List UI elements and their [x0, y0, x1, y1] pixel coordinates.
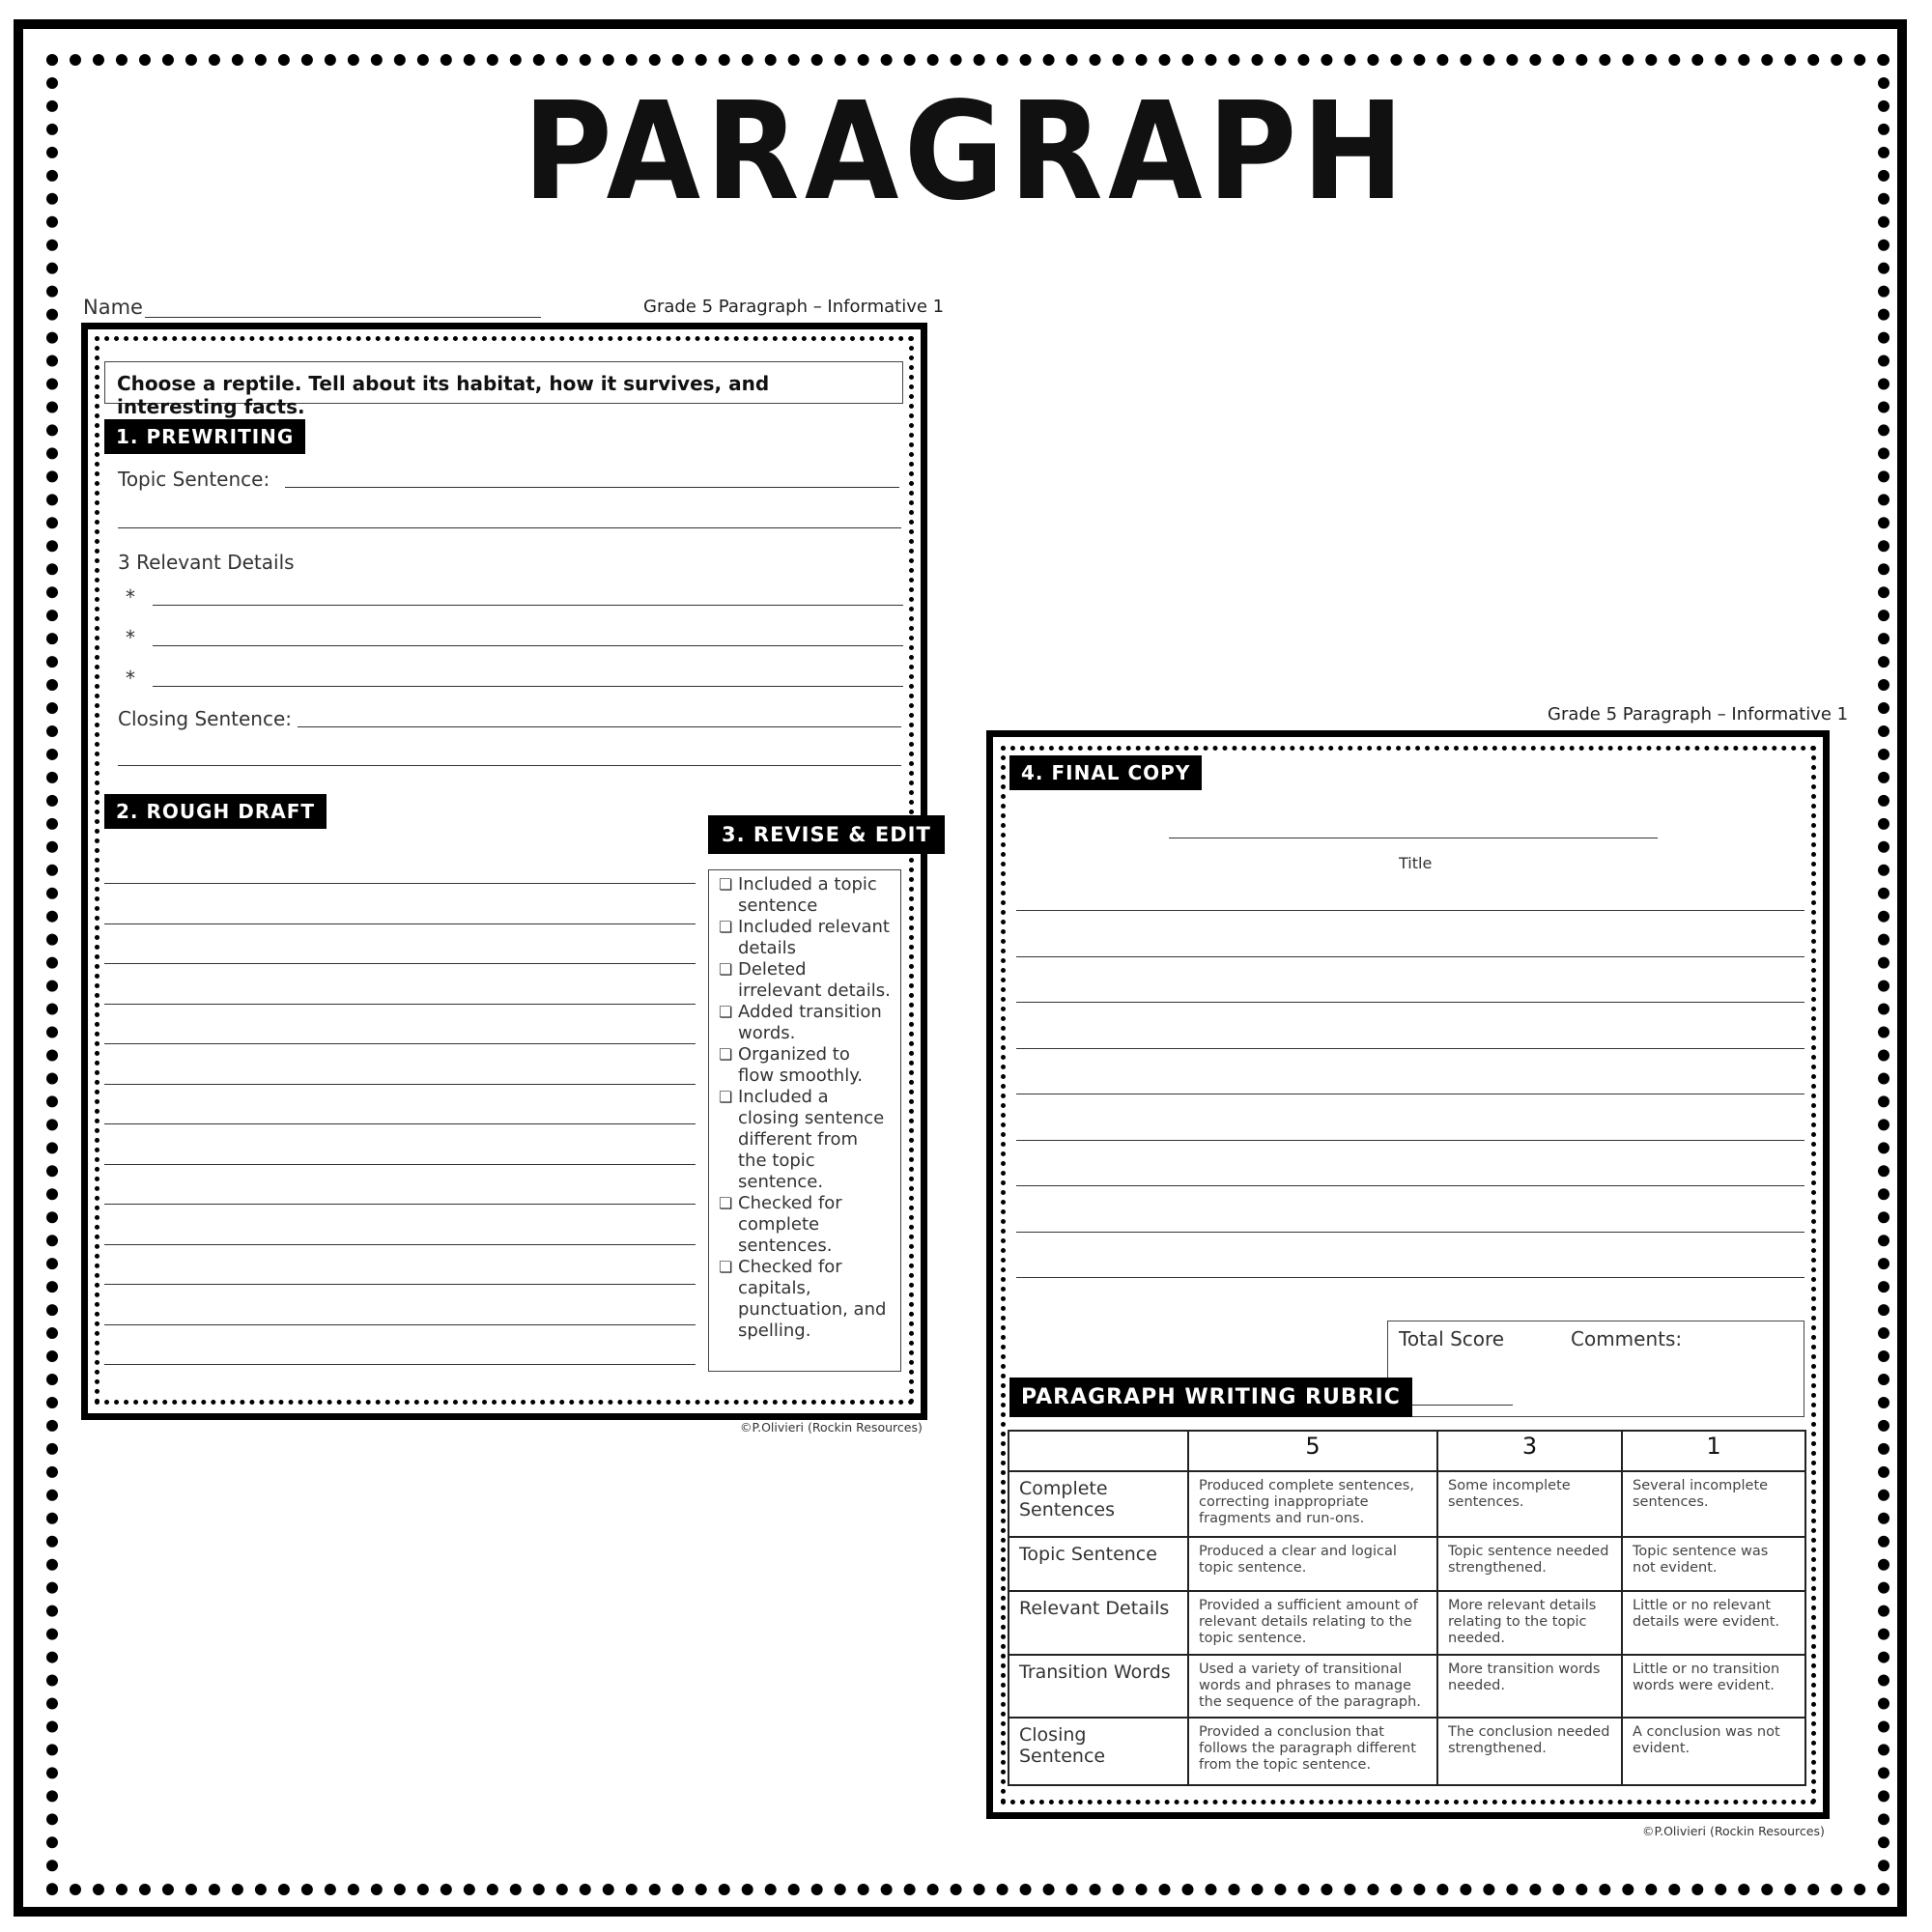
name-line[interactable] [145, 317, 541, 318]
detail-bullet-1: * [126, 585, 135, 609]
final-copy-line[interactable] [1016, 1140, 1804, 1141]
rubric-title: PARAGRAPH WRITING RUBRIC [1009, 1378, 1412, 1417]
rubric-header-3: 3 [1437, 1431, 1622, 1471]
rubric-row [1009, 1537, 1805, 1591]
title-label: Title [1399, 854, 1433, 872]
final-copy-line[interactable] [1016, 1277, 1804, 1278]
revise-edit-checklist [708, 869, 901, 1372]
checkbox-icon[interactable]: ❏ [719, 1045, 733, 1064]
detail-line-3[interactable] [153, 686, 903, 687]
checklist-item[interactable] [719, 1193, 891, 1257]
final-copy-line[interactable] [1016, 1048, 1804, 1049]
rough-draft-line[interactable] [104, 1043, 696, 1044]
grade-label-2: Grade 5 Paragraph – Informative 1 [1548, 704, 1849, 724]
rubric-cell-3: The conclusion needed strengthened. [1437, 1718, 1622, 1785]
rubric-cell-5: Provided a conclusion that follows the paragraph different from the topic sentence. [1188, 1718, 1437, 1785]
checkbox-icon[interactable]: ❏ [719, 1003, 733, 1021]
checklist-item[interactable] [719, 1002, 891, 1044]
relevant-details-label: 3 Relevant Details [118, 551, 295, 574]
rough-draft-line[interactable] [104, 1123, 696, 1124]
rubric-cell-5: Produced a clear and logical topic sentence. [1188, 1537, 1437, 1591]
page-title: PARAGRAPH [523, 73, 1409, 231]
rubric-cell-3: More relevant details relating to the topic needed. [1437, 1591, 1622, 1655]
rubric-cell-3: More transition words needed. [1437, 1655, 1622, 1718]
checklist-item-label: Included relevant details [738, 917, 890, 958]
rubric-row [1009, 1655, 1805, 1718]
topic-sentence-line-2[interactable] [118, 527, 901, 528]
rough-draft-line[interactable] [104, 1324, 696, 1325]
copyright-2: ©P.Olivieri (Rockin Resources) [1642, 1824, 1825, 1838]
rough-draft-line[interactable] [104, 1364, 696, 1365]
final-copy-line[interactable] [1016, 910, 1804, 911]
comments-label: Comments: [1571, 1327, 1683, 1350]
rubric-cell-1: Little or no transition words were evident. [1622, 1655, 1805, 1718]
detail-bullet-2: * [126, 626, 135, 649]
closing-sentence-line-2[interactable] [118, 765, 901, 766]
checklist-item-label: Checked for capitals, punctuation, and spelling. [738, 1257, 887, 1341]
checkbox-icon[interactable]: ❏ [719, 960, 733, 979]
rubric-cell-1: A conclusion was not evident. [1622, 1718, 1805, 1785]
rough-draft-line[interactable] [104, 1084, 696, 1085]
checklist-item[interactable] [719, 1087, 891, 1193]
checklist-item-label: Included a closing sentence different from the topic sentence. [738, 1087, 885, 1192]
grade-label: Grade 5 Paragraph – Informative 1 [643, 297, 945, 317]
rubric-cell-1: Topic sentence was not evident. [1622, 1537, 1805, 1591]
rubric-criterion: Relevant Details [1009, 1591, 1188, 1655]
detail-bullet-3: * [126, 667, 135, 690]
final-copy-label: 4. FINAL COPY [1009, 755, 1202, 790]
rough-draft-line[interactable] [104, 1284, 696, 1285]
rough-draft-line[interactable] [104, 1204, 696, 1205]
final-copy-line[interactable] [1016, 1002, 1804, 1003]
checklist-item-label: Deleted irrelevant details. [738, 959, 891, 1001]
final-copy-line[interactable] [1016, 1232, 1804, 1233]
rubric-cell-5: Provided a sufficient amount of relevant details relating to the topic sentence. [1188, 1591, 1437, 1655]
rough-draft-line[interactable] [104, 883, 696, 884]
writing-prompt: Choose a reptile. Tell about its habitat, how it survives, and interesting facts. [104, 361, 903, 404]
rubric-header-1: 1 [1622, 1431, 1805, 1471]
rough-draft-label: 2. ROUGH DRAFT [104, 794, 327, 829]
checklist-item-label: Checked for complete sentences. [738, 1193, 842, 1256]
rubric-row [1009, 1471, 1805, 1537]
checklist-item[interactable] [719, 959, 891, 1002]
rough-draft-line[interactable] [104, 1004, 696, 1005]
prewriting-label: 1. PREWRITING [104, 419, 305, 454]
rough-draft-line[interactable] [104, 1164, 696, 1165]
total-score-line[interactable] [1399, 1405, 1513, 1406]
rough-draft-line[interactable] [104, 1244, 696, 1245]
rubric-table [1008, 1430, 1806, 1786]
checklist-item-label: Added transition words. [738, 1002, 882, 1043]
rubric-criterion: Topic Sentence [1009, 1537, 1188, 1591]
closing-sentence-line-1[interactable] [298, 726, 901, 727]
checklist-item[interactable] [719, 874, 891, 917]
checkbox-icon[interactable]: ❏ [719, 1088, 733, 1106]
rubric-cell-1: Little or no relevant details were evident. [1622, 1591, 1805, 1655]
checklist-item[interactable] [719, 1044, 891, 1087]
topic-sentence-label: Topic Sentence: [118, 468, 270, 491]
checklist-item[interactable] [719, 917, 891, 959]
checkbox-icon[interactable]: ❏ [719, 918, 733, 936]
revise-edit-label: 3. REVISE & EDIT [708, 815, 945, 854]
checkbox-icon[interactable]: ❏ [719, 875, 733, 894]
rubric-cell-5: Used a variety of transitional words and phrases to manage the sequence of the paragraph. [1188, 1655, 1437, 1718]
checklist-item-label: Organized to flow smoothly. [738, 1044, 864, 1086]
rubric-header-criteria [1009, 1431, 1188, 1471]
rubric-cell-1: Several incomplete sentences. [1622, 1471, 1805, 1537]
rubric-row [1009, 1718, 1805, 1785]
detail-line-1[interactable] [153, 605, 903, 606]
rubric-header-5: 5 [1188, 1431, 1437, 1471]
total-score-label: Total Score [1399, 1327, 1505, 1350]
rough-draft-line[interactable] [104, 963, 696, 964]
detail-line-2[interactable] [153, 645, 903, 646]
rubric-cell-5: Produced complete sentences, correcting inappropriate fragments and run-ons. [1188, 1471, 1437, 1537]
checkbox-icon[interactable]: ❏ [719, 1258, 733, 1276]
name-label: Name [83, 296, 143, 319]
checklist-item[interactable] [719, 1257, 891, 1342]
rubric-cell-3: Topic sentence needed strengthened. [1437, 1537, 1622, 1591]
copyright-1: ©P.Olivieri (Rockin Resources) [740, 1420, 923, 1435]
checklist-item-label: Included a topic sentence [738, 874, 877, 916]
rough-draft-line[interactable] [104, 923, 696, 924]
rubric-criterion: Transition Words [1009, 1655, 1188, 1718]
rubric-row [1009, 1591, 1805, 1655]
final-copy-line[interactable] [1016, 1185, 1804, 1186]
final-copy-line[interactable] [1016, 956, 1804, 957]
topic-sentence-line-1[interactable] [285, 487, 899, 488]
rubric-criterion: Complete Sentences [1009, 1471, 1188, 1537]
checkbox-icon[interactable]: ❏ [719, 1194, 733, 1212]
rubric-criterion: Closing Sentence [1009, 1718, 1188, 1785]
closing-sentence-label: Closing Sentence: [118, 707, 292, 730]
rubric-cell-3: Some incomplete sentences. [1437, 1471, 1622, 1537]
